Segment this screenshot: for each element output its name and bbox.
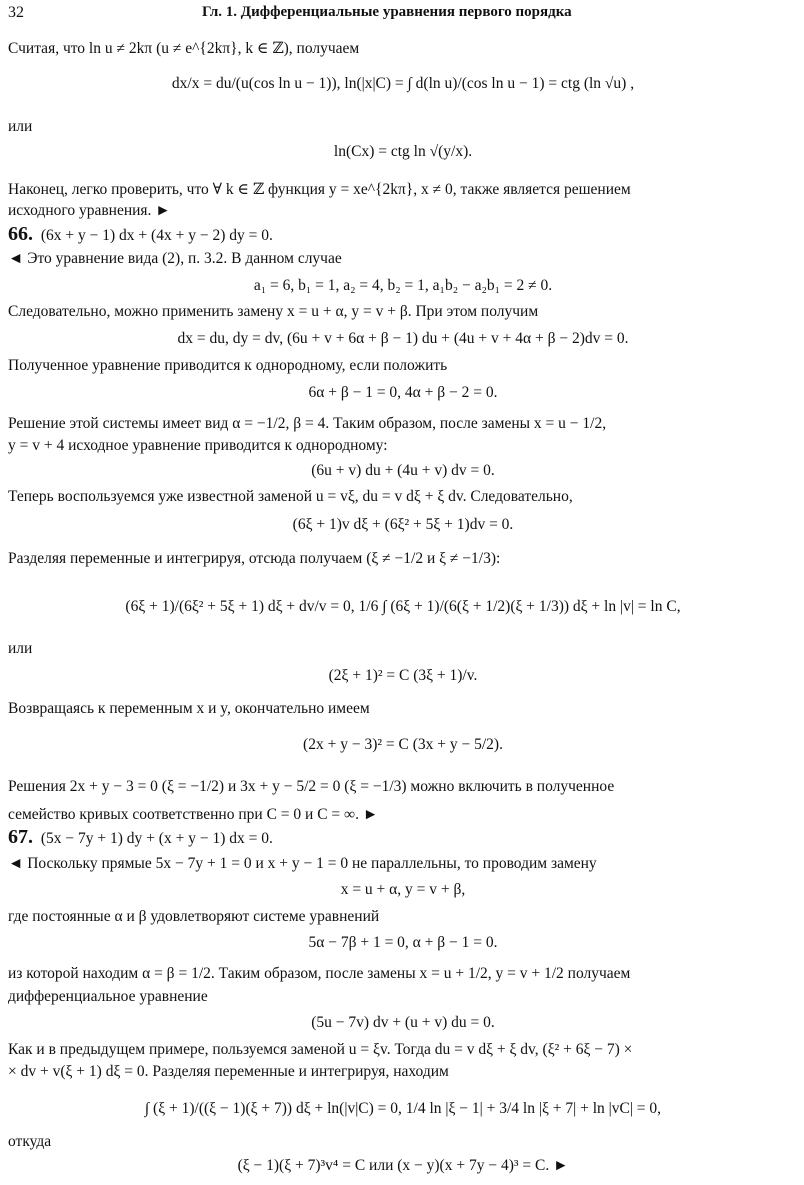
problem-equation: (6x + y − 1) dx + (4x + y − 2) dy = 0. xyxy=(40,227,273,244)
text-line: или xyxy=(8,118,33,135)
formula-line: (6u + v) du + (4u + v) dv = 0. xyxy=(311,462,495,479)
text-line: y = v + 4 исходное уравнение приводится к однородному: xyxy=(8,437,388,454)
formula-line: (5u − 7v) dv + (u + v) du = 0. xyxy=(311,1014,495,1031)
text-line: Решение этой системы имеет вид α = −1/2, β = 4. Таким образом, после замены x = u − 1/2, xyxy=(8,415,607,432)
text-line: откуда xyxy=(8,1133,52,1150)
text-line: × dv + v(ξ + 1) dξ = 0. Разделяя переменные и интегрируя, находим xyxy=(8,1063,449,1080)
formula-line: dx = du, dy = dv, (6u + v + 6α + β − 1) du + (4u + v + 4α + β − 2)dv = 0. xyxy=(177,330,629,347)
chapter-header: Гл. 1. Дифференциальные уравнения первого порядка xyxy=(202,4,572,20)
formula-line: (ξ − 1)(ξ + 7)³v⁴ = C или (x − y)(x + 7y − 4)³ = C. ► xyxy=(237,1157,569,1174)
problem-67 xyxy=(8,828,798,848)
formula-line: dx/x = du/(u(cos ln u − 1)), ln(|x|C) = ∫ d(ln u)/(cos ln u − 1) = ctg (ln √u) , xyxy=(171,75,635,92)
text-line: Разделяя переменные и интегрируя, отсюда получаем (ξ ≠ −1/2 и ξ ≠ −1/3): xyxy=(8,550,501,567)
text-line: Считая, что ln u ≠ 2kπ (u ≠ e^{2kπ}, k ∈ ℤ), получаем xyxy=(8,40,360,57)
formula-line: ln(Cx) = ctg ln √(y/x). xyxy=(333,143,473,160)
text-line: Полученное уравнение приводится к однородному, если положить xyxy=(8,357,448,374)
formula-line: 5α − 7β + 1 = 0, α + β − 1 = 0. xyxy=(308,934,498,951)
problem-66 xyxy=(8,225,798,245)
text-line: Решения 2x + y − 3 = 0 (ξ = −1/2) и 3x + y − 5/2 = 0 (ξ = −1/3) можно включить в полученное xyxy=(8,778,615,795)
text-line: Теперь воспользуемся уже известной заменой u = vξ, du = v dξ + ξ dv. Следовательно, xyxy=(8,488,573,505)
formula-line: 6α + β − 1 = 0, 4α + β − 2 = 0. xyxy=(308,384,498,401)
text-line: из которой находим α = β = 1/2. Таким образом, после замены x = u + 1/2, y = v + 1/2 получаем xyxy=(8,965,631,982)
text-line: семейство кривых соответственно при C = 0 и C = ∞. ► xyxy=(8,806,379,823)
text-line: Возвращаясь к переменным x и y, окончательно имеем xyxy=(8,700,370,717)
text-line: исходного уравнения. ► xyxy=(8,202,171,219)
formula-line: (2ξ + 1)² = C (3ξ + 1)/v. xyxy=(328,667,478,684)
formula-line: x = u + α, y = v + β, xyxy=(340,881,466,898)
text-line: или xyxy=(8,640,33,657)
text-line: где постоянные α и β удовлетворяют системе уравнений xyxy=(8,908,380,925)
formula-line: (6ξ + 1)v dξ + (6ξ² + 5ξ + 1)dv = 0. xyxy=(292,516,514,533)
problem-equation: (5x − 7y + 1) dy + (x + y − 1) dx = 0. xyxy=(40,830,273,847)
formula-line: ∫ (ξ + 1)/((ξ − 1)(ξ + 7)) dξ + ln(|v|C) = 0, 1/4 ln |ξ − 1| + 3/4 ln |ξ + 7| + ln |vC| = 0, xyxy=(144,1100,662,1117)
text-line: Как и в предыдущем примере, пользуемся заменой u = ξv. Тогда du = v dξ + ξ dv, (ξ² + 6ξ − 7) × xyxy=(8,1041,633,1058)
problem-number: 67. xyxy=(8,828,33,848)
text-line: Наконец, легко проверить, что ∀ k ∈ ℤ функция y = xe^{2kπ}, x ≠ 0, также является решением xyxy=(8,181,631,198)
text-line: ◄ Поскольку прямые 5x − 7y + 1 = 0 и x + y − 1 = 0 не параллельны, то проводим замену xyxy=(8,855,597,872)
text-line: ◄ Это уравнение вида (2), п. 3.2. В данном случае xyxy=(8,250,342,267)
text-line: Следовательно, можно применить замену x = u + α, y = v + β. При этом получим xyxy=(8,303,539,320)
formula-line: a₁ = 6, b₁ = 1, a₂ = 4, b₂ = 1, a₁b₂ − a₂b₁ = 2 ≠ 0. xyxy=(253,277,553,294)
formula-line: (6ξ + 1)/(6ξ² + 5ξ + 1) dξ + dv/v = 0, 1/6 ∫ (6ξ + 1)/(6(ξ + 1/2)(ξ + 1/3)) dξ + ln |v| = ln C, xyxy=(125,598,681,615)
problem-number: 66. xyxy=(8,225,33,245)
formula-line: (2x + y − 3)² = C (3x + y − 5/2). xyxy=(303,736,503,753)
text-line: дифференциальное уравнение xyxy=(8,988,208,1005)
page-number: 32 xyxy=(8,4,24,21)
